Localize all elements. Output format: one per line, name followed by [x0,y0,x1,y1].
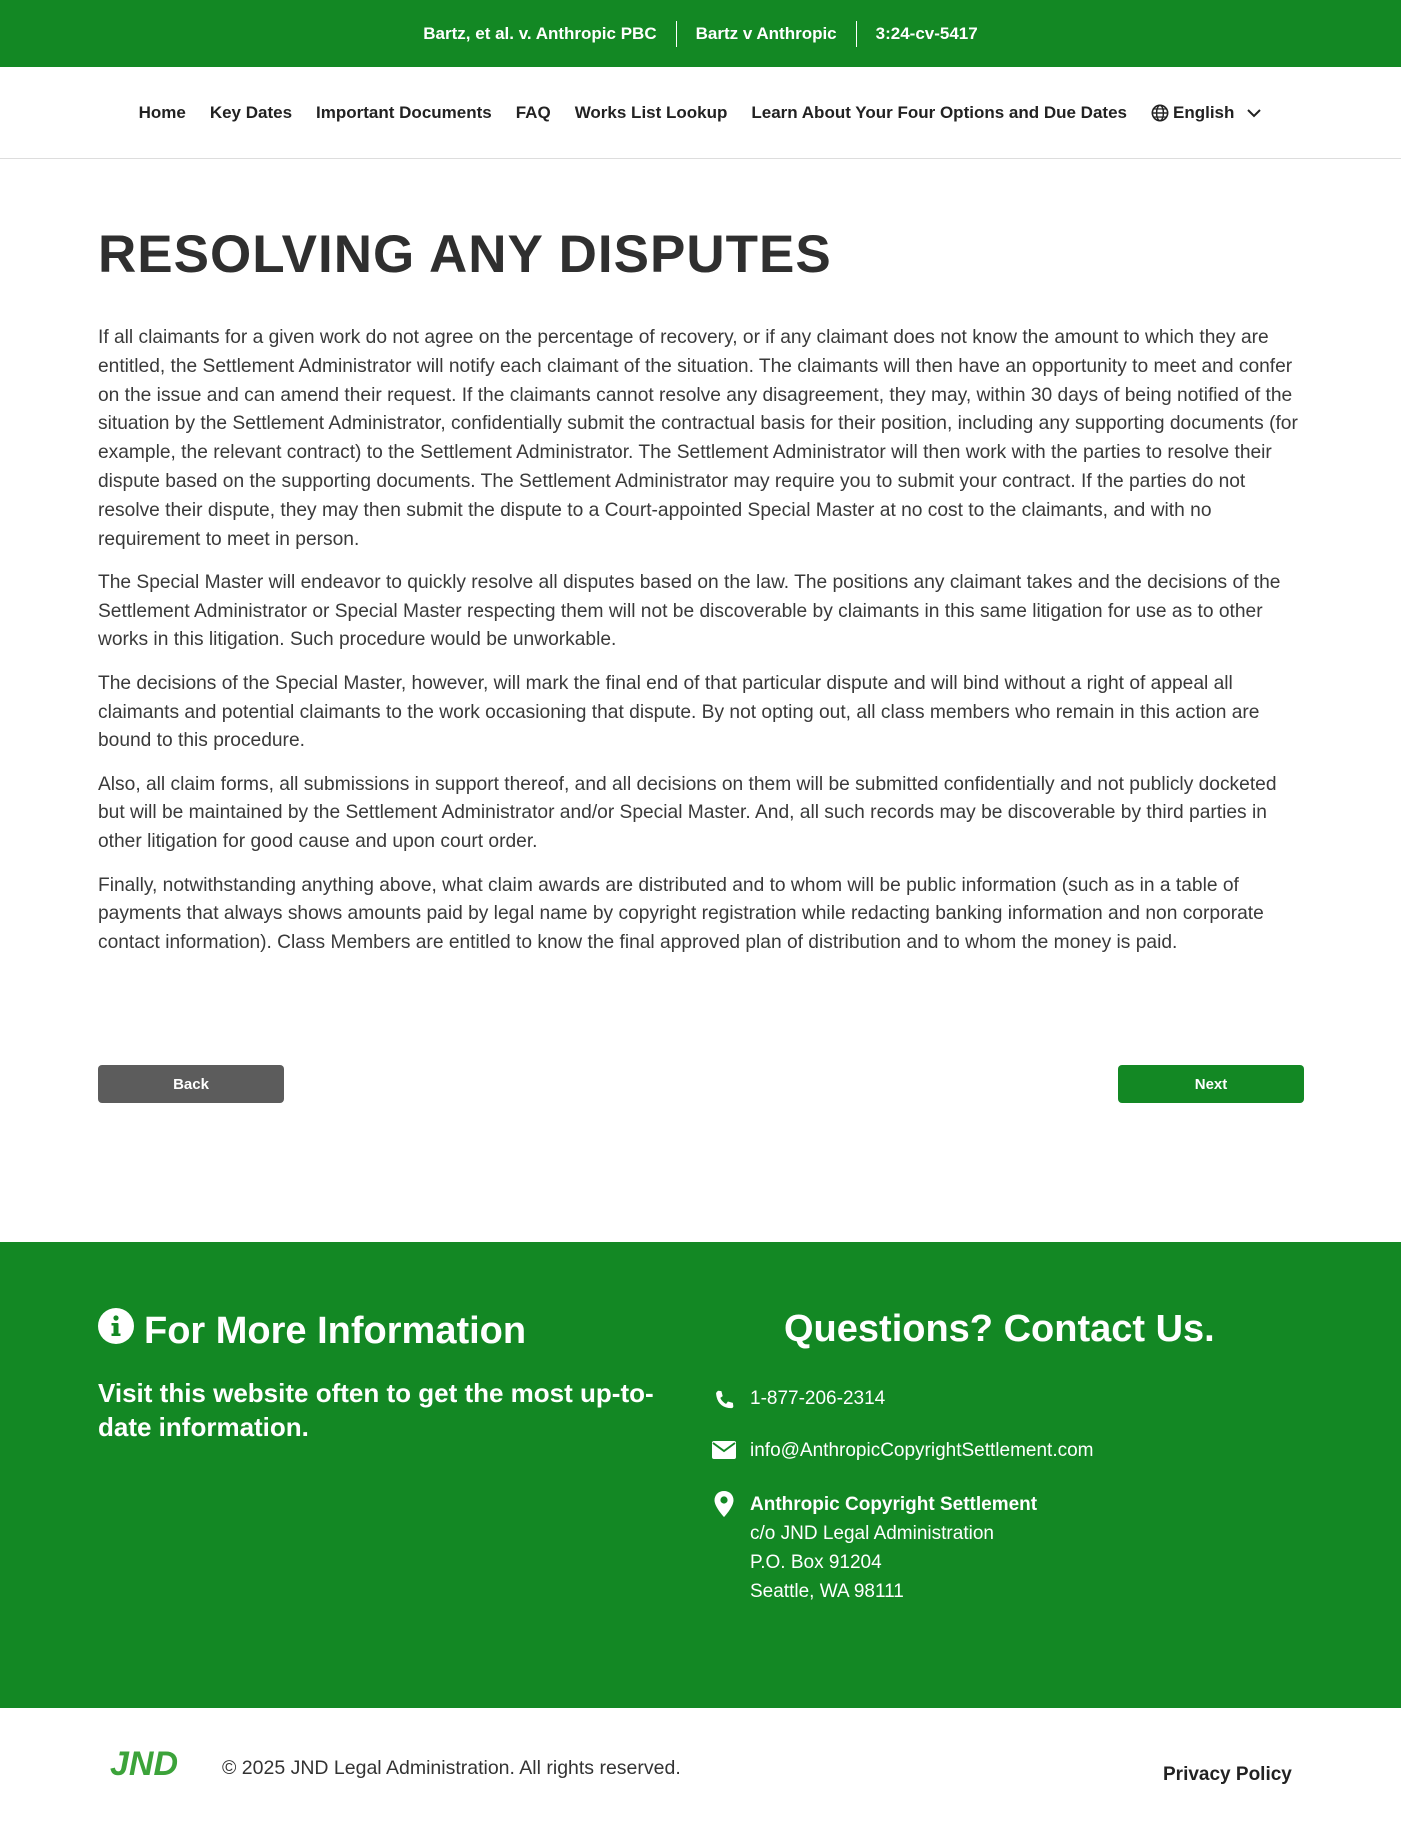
paragraph: If all claimants for a given work do not agree on the percentage of recovery, or if any claimant does not know the amount to which they are entitled, the Settlement Administrator will notify each claimant of the situation. The claimants will then have an opportunity to meet and confer on the issue and can amend their request. If the claimants cannot resolve any disagreement, they may, within 30 days of being notified of the situation by the Settlement Administrator, confidentially submit the contractual basis for their position, including any supporting documents (for example, the relevant contract) to the Settlement Administrator. The Settlement Administrator will then work with the parties to resolve their dispute based on the supporting documents. The Settlement Administrator may require you to submit your contract. If the parties do not resolve their dispute, they may then submit the dispute to a Court-appointed Special Master at no cost to the claimants, and with no requirement to meet in person. [98,327,1298,550]
contact-phone[interactable] [710,1388,885,1414]
address-name: Anthropic Copyright Settlement [750,1494,1038,1515]
case-short-name: Bartz v Anthropic [695,23,837,43]
next-button[interactable]: Next [1118,1065,1304,1103]
email-address[interactable]: info@AnthropicCopyrightSettlement.com [750,1440,1094,1461]
address-line: P.O. Box 91204 [750,1552,882,1573]
nav-faq[interactable]: FAQ [515,102,551,122]
main-nav [0,67,1401,159]
privacy-policy-link[interactable]: Privacy Policy [1163,1764,1292,1785]
contact-heading: Questions? Contact Us. [784,1308,1215,1350]
paragraph: The Special Master will endeavor to quickly resolve all disputes based on the law. The positions any claimant takes and the decisions of the Settlement Administrator or Special Master respecting them will not be discoverable by claimants in this same litigation for use as to other works in this litigation. Such procedure would be unworkable. [98,571,1281,651]
logo-text: JND [110,1746,179,1780]
paragraph: Finally, notwithstanding anything above, what claim awards are distributed and to whom will be public information (such as in a table of payments that always shows amounts paid by legal name by copyright registration while redacting banking information and non corporate contact information). Class Members are entitled to know the final approved plan of distribution and to whom the money is paid. [98,874,1264,954]
address-line: Seattle, WA 98111 [750,1581,904,1602]
address-block [750,1490,1037,1606]
contact-address [710,1490,1037,1606]
nav-key-dates[interactable]: Key Dates [209,102,293,122]
nav-works-list-lookup[interactable]: Works List Lookup [574,102,728,122]
info-icon [98,1308,134,1354]
page-content [98,324,1308,972]
case-number: 3:24-cv-5417 [875,23,978,43]
address-line: c/o JND Legal Administration [750,1523,994,1544]
more-info-text: Visit this website often to get the most up-to-date information. [98,1378,654,1442]
phone-icon [710,1388,738,1414]
paragraph: Also, all claim forms, all submissions in support thereof, and all decisions on them will be submitted confidentially and not publicly docketed but will be maintained by the Settlement Administrator and/or Special Master. And, all such records may be discoverable by third parties in other litigation for good cause and upon court order. [98,773,1277,853]
jnd-logo [108,1746,208,1785]
chevron-down-icon [1246,107,1262,119]
nav-important-documents[interactable]: Important Documents [316,102,492,122]
page-title: RESOLVING ANY DISPUTES [98,225,832,284]
map-pin-icon [710,1490,738,1518]
globe-icon [1151,104,1169,122]
top-banner [0,0,1401,67]
nav-home[interactable]: Home [138,102,186,122]
back-button[interactable]: Back [98,1065,284,1103]
copyright-text: © 2025 JND Legal Administration. All rights reserved. [222,1757,681,1779]
language-label: English [1172,102,1235,122]
paragraph: The decisions of the Special Master, however, will mark the final end of that particular dispute and will bind without a right of appeal all claimants and potential claimants to the work occasioning that dispute. By not opting out, all class members who remain in this action are bound to this procedure. [98,672,1260,752]
more-info-heading [98,1308,526,1354]
phone-number[interactable]: 1-877-206-2314 [750,1388,886,1409]
bottom-bar [0,1708,1401,1824]
nav-learn-options[interactable]: Learn About Your Four Options and Due Dates [751,102,1127,122]
envelope-icon [710,1440,738,1460]
info-footer [0,1242,1401,1708]
case-name: Bartz, et al. v. Anthropic PBC [423,23,657,43]
contact-email[interactable] [710,1440,1094,1462]
more-info-heading-text: For More Information [144,1309,527,1352]
language-selector[interactable] [1139,103,1274,123]
